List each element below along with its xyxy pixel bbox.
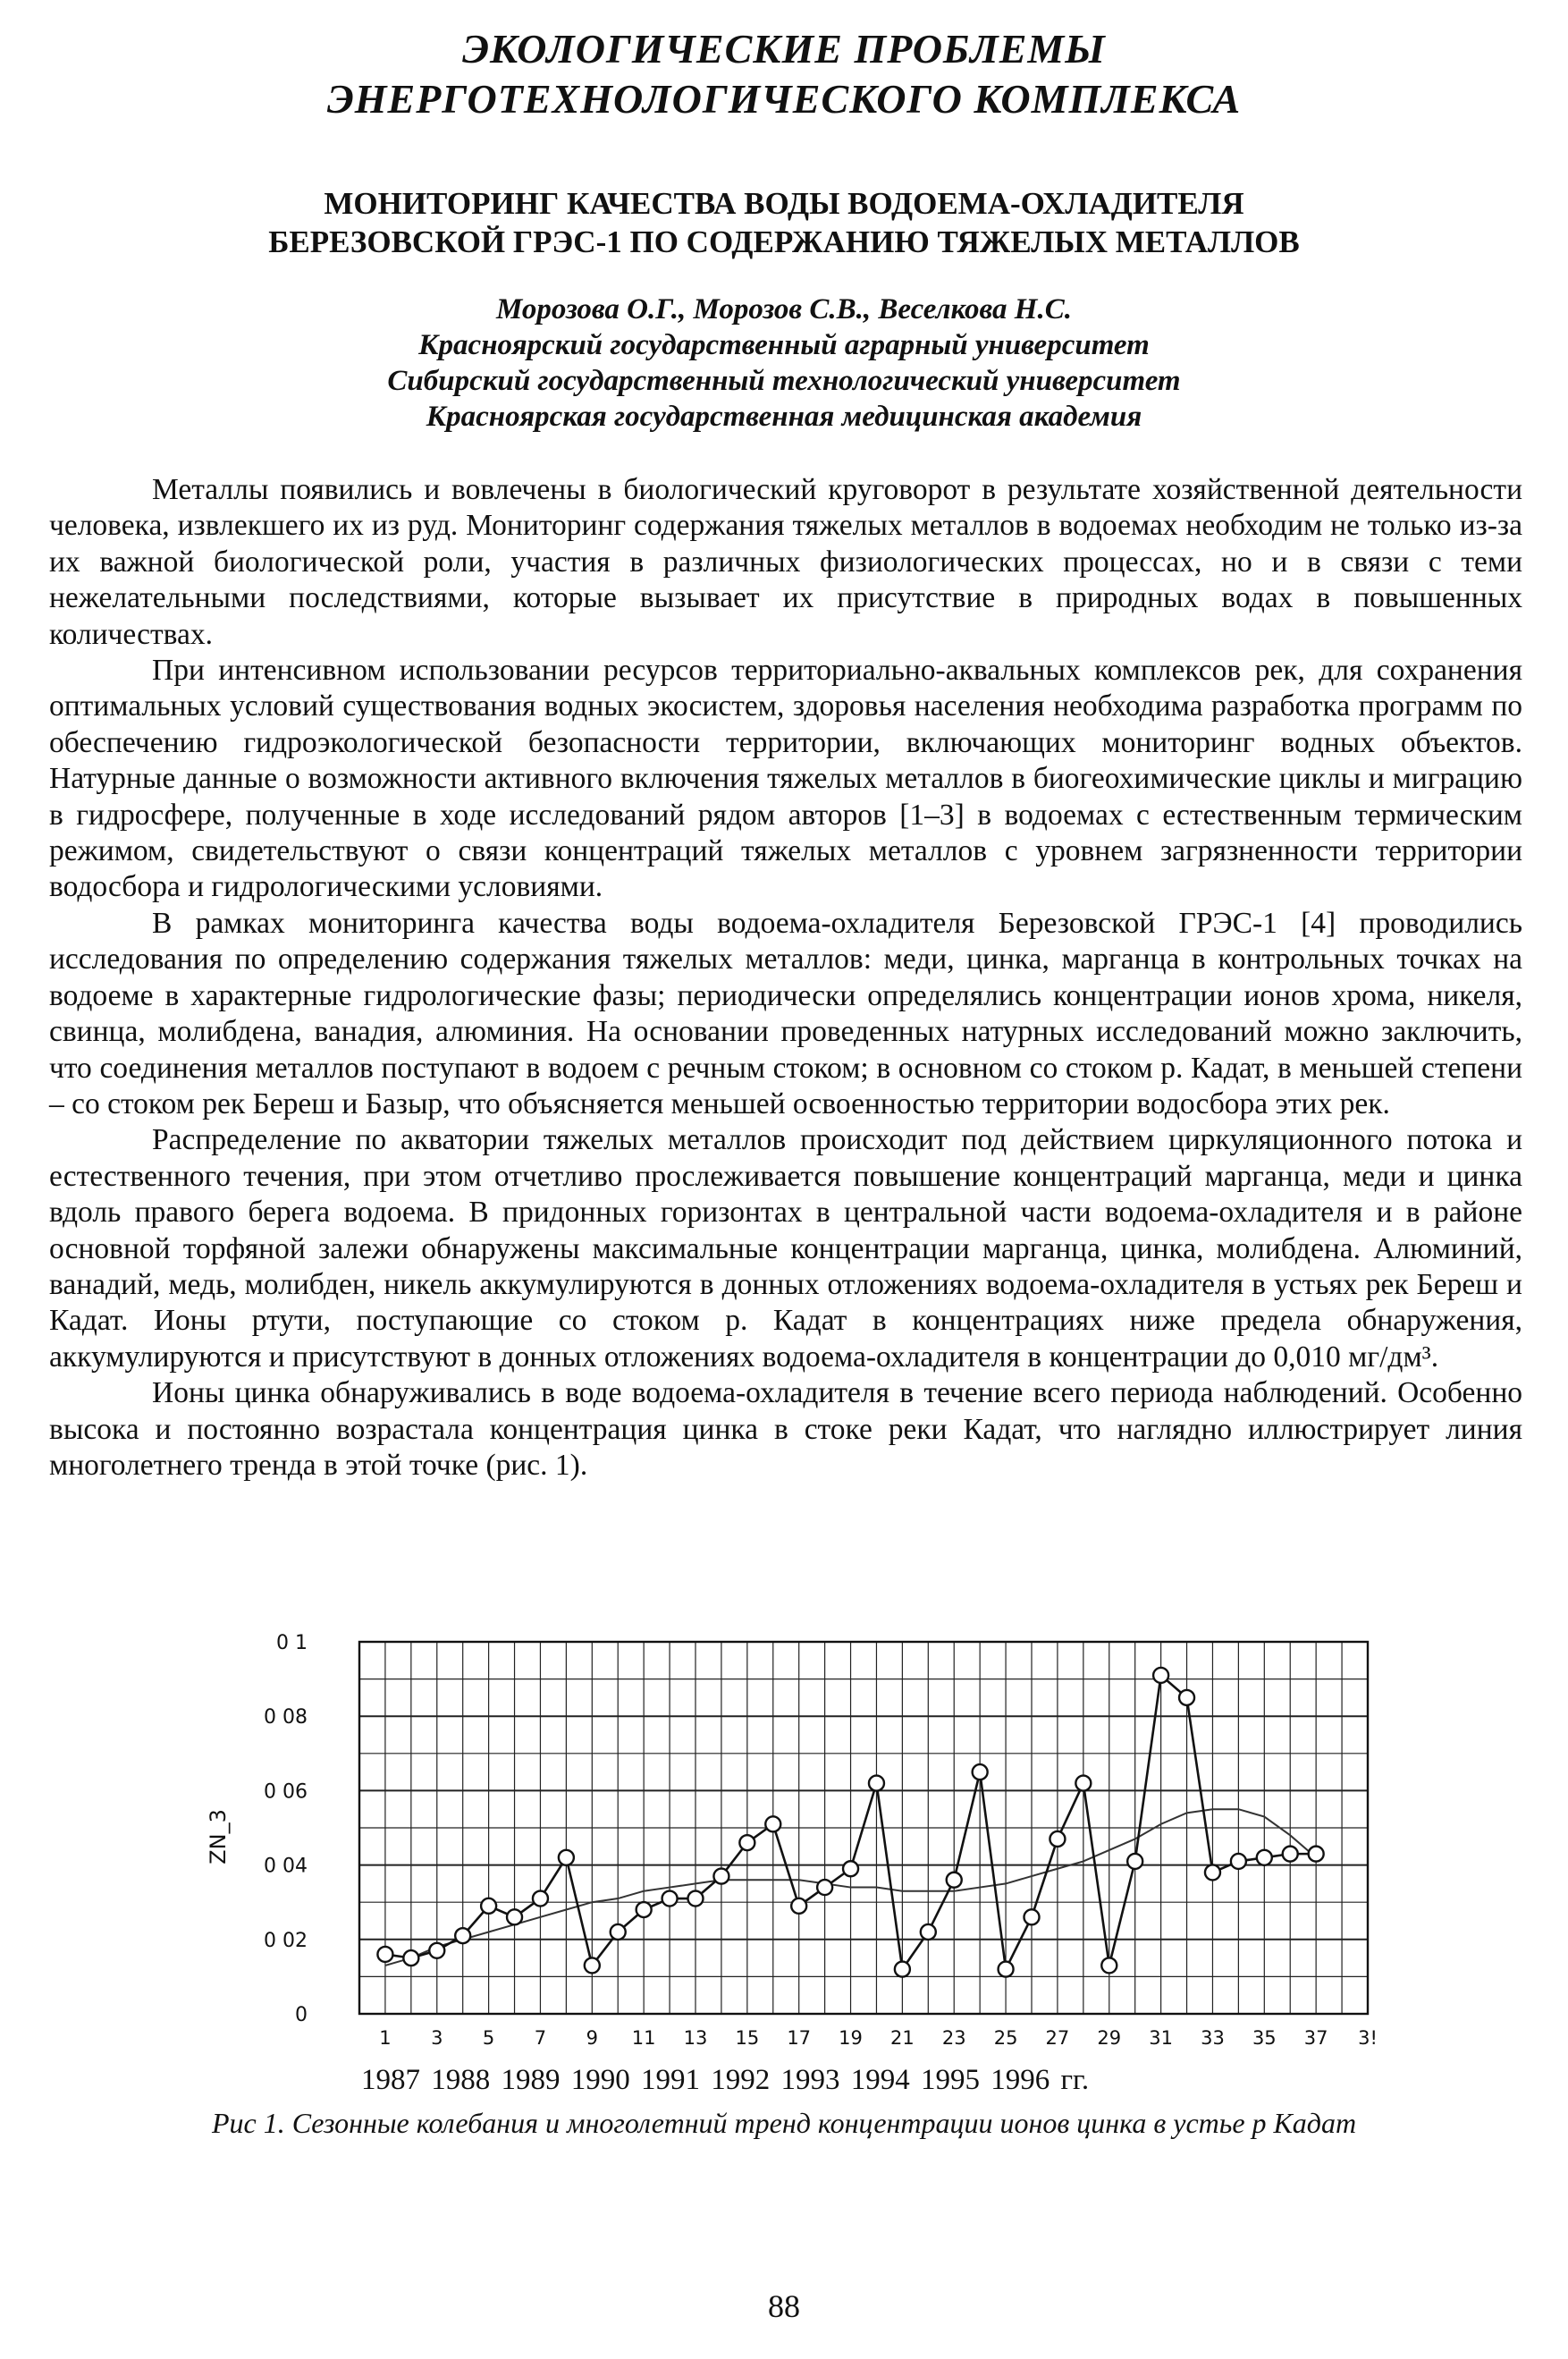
data-point (1050, 1831, 1065, 1847)
data-point (1101, 1957, 1117, 1973)
data-point (765, 1816, 780, 1831)
data-point (921, 1924, 936, 1940)
data-point (739, 1835, 754, 1850)
x-tick-label: 15 (735, 2027, 760, 2049)
data-point (1231, 1854, 1246, 1869)
authors: Морозова О.Г., Морозов С.В., Веселкова Н.С. (496, 293, 1072, 326)
data-point (973, 1764, 988, 1780)
data-point (1179, 1690, 1194, 1705)
y-tick-label: 0 02 (264, 1929, 308, 1952)
x-tick-label: 5 (482, 2027, 495, 2049)
data-point (869, 1776, 884, 1791)
y-tick-label: 0 1 (276, 1632, 308, 1654)
paragraph: Распределение по акватории тяжелых металлов происходит под действием циркуляционного потока и естественного течения, при этом отчетливо прослеживается повышение концентраций марганца, меди и цинка вдоль правого берега водоема. В придонных горизонтах в центральной части водоема-охладителя и в районе основной торфяной залежи обнаружены максимальные концентрации марганца, цинка, молибдена. Алюминий, ванадий, медь, молибден, никель аккумулируются в донных отложениях водоема-охладителя в устьях рек Береш и Кадат. Ионы ртути, поступающие со стоком р. Кадат в концентрациях ниже предела обнаружения, аккумулируются и присутствуют в донных отложениях водоема-охладителя в концентрации до 0,010 мг/дм³. (49, 1123, 1522, 1374)
x-tick-label: 27 (1045, 2027, 1070, 2049)
data-point (377, 1947, 392, 1962)
x-tick-label: 23 (941, 2027, 966, 2049)
data-point (403, 1950, 418, 1966)
affiliation: Красноярская государственная медицинская академия (426, 401, 1142, 433)
x-tick-label: 3! (1358, 2027, 1378, 2049)
x-tick-label: 17 (787, 2027, 812, 2049)
paragraph: При интенсивном использовании ресурсов территориально-аквальных комплексов рек, для сохранения оптимальных условий существования водных экосистем, здоровья населения необходима разработка программ по обеспечению гидроэкологической безопасности территории, включающих мониторинг водных объектов. Натурные данные о возможности активного включения тяжелых металлов в биогеохимические циклы и миграцию в гидросфере, полученные в ходе исследований рядом авторов [1–3] в водоемах с естественным термическим режимом, свидетельствуют о связи концентраций тяжелых металлов с уровнем загрязненности территории водосбора и гидрологическими условиями. (49, 654, 1522, 904)
data-point (688, 1891, 704, 1907)
data-point (1309, 1847, 1324, 1862)
paragraph: В рамках мониторинга качества воды водоема-охладителя Березовской ГРЭС-1 [4] проводились исследования по определению содержания тяжелых металлов: меди, цинка, марганца в контрольных точках на водоеме в характерные гидрологические фазы; периодически определялись концентрации ионов хрома, никеля, свинца, молибдена, ванадия, алюминия. На основании проведенных натурных исследований можно заключить, что соединения металлов поступают в водоем с речным стоком; в основном со стоком р. Кадат, в меньшей степени – со стоком рек Береш и Базыр, что объясняется меньшей освоенностью территории водосбора этих рек. (49, 906, 1522, 1120)
x-tick-label: 21 (890, 2027, 915, 2049)
zinc-concentration-chart (170, 1626, 1395, 2059)
data-point (1283, 1847, 1298, 1862)
article-title-line-1: МОНИТОРИНГ КАЧЕСТВА ВОДЫ ВОДОЕМА-ОХЛАДИТЕЛЯ (324, 186, 1244, 221)
paragraph: Ионы цинка обнаруживались в воде водоема-охладителя в течение всего периода наблюдений. Особенно высока и постоянно возрастала концентрация цинка в стоке реки Кадат, что наглядно иллюстрирует линия многолетнего тренда в этой точке (рис. 1). (49, 1376, 1522, 1482)
data-point (636, 1902, 652, 1917)
x-tick-label: 7 (534, 2027, 547, 2049)
y-tick-label: 0 08 (264, 1706, 308, 1729)
x-tick-label: 11 (631, 2027, 656, 2049)
data-point (1153, 1668, 1168, 1683)
data-point (1075, 1776, 1091, 1791)
data-point (611, 1924, 626, 1940)
page-number: 88 (768, 2288, 800, 2324)
paragraph: Металлы появились и вовлечены в биологический круговорот в результате хозяйственной деятельности человека, извлекшего их из руд. Мониторинг содержания тяжелых металлов в водоемах необходим не только из-за их важной биологической роли, участия в различных физиологических процессах, но и в связи с теми нежелательными последствиями, которые вызывает их присутствие в природных водах в повышенных количествах. (49, 473, 1522, 651)
x-tick-label: 29 (1097, 2027, 1122, 2049)
data-point (662, 1891, 678, 1907)
x-tick-label: 19 (839, 2027, 863, 2049)
data-point (947, 1873, 962, 1888)
data-point (585, 1957, 600, 1973)
x-tick-label: 3 (431, 2027, 443, 2049)
journal-title-line-2: ЭНЕРГОТЕХНОЛОГИЧЕСКОГО КОМПЛЕКСА (326, 76, 1242, 122)
x-tick-label: 13 (683, 2027, 708, 2049)
data-point (1257, 1850, 1272, 1865)
data-point (1024, 1909, 1040, 1924)
figure-years-axis: 1987 1988 1989 1990 1991 1992 1993 1994 1995 1996 гг. (361, 2064, 1090, 2096)
article-body (49, 472, 1522, 1484)
journal-title-line-1: ЭКОЛОГИЧЕСКИЕ ПРОБЛЕМЫ (462, 26, 1106, 72)
y-tick-label: 0 06 (264, 1780, 308, 1804)
y-axis-label: ZN_3 (206, 1809, 231, 1864)
data-point (817, 1880, 832, 1895)
data-point (713, 1869, 729, 1884)
data-point (1205, 1864, 1220, 1880)
data-point (533, 1891, 548, 1907)
data-point (999, 1962, 1014, 1977)
y-tick-label: 0 (295, 2004, 308, 2026)
data-point (791, 1898, 806, 1914)
data-point (843, 1861, 858, 1876)
data-point (1127, 1854, 1142, 1869)
data-point (559, 1850, 574, 1865)
x-tick-label: 33 (1201, 2027, 1225, 2049)
x-tick-label: 9 (586, 2027, 598, 2049)
affiliation: Сибирский государственный технологический университет (387, 365, 1181, 397)
x-tick-label: 25 (993, 2027, 1018, 2049)
x-tick-label: 37 (1303, 2027, 1328, 2049)
data-point (455, 1928, 470, 1943)
x-tick-label: 1 (379, 2027, 392, 2049)
affiliation: Красноярский государственный аграрный университет (418, 329, 1150, 361)
data-point (507, 1909, 522, 1924)
data-point (429, 1943, 444, 1958)
x-tick-label: 35 (1252, 2027, 1277, 2049)
x-tick-label: 31 (1149, 2027, 1173, 2049)
article-title-line-2: БЕРЕЗОВСКОЙ ГРЭС-1 ПО СОДЕРЖАНИЮ ТЯЖЕЛЫХ МЕТАЛЛОВ (268, 224, 1300, 259)
data-point (895, 1962, 910, 1977)
data-point (481, 1898, 496, 1914)
figure-caption: Рис 1. Сезонные колебания и многолетний тренд концентрации ионов цинка в устье р Кадат (211, 2107, 1357, 2139)
y-tick-label: 0 04 (264, 1855, 308, 1878)
